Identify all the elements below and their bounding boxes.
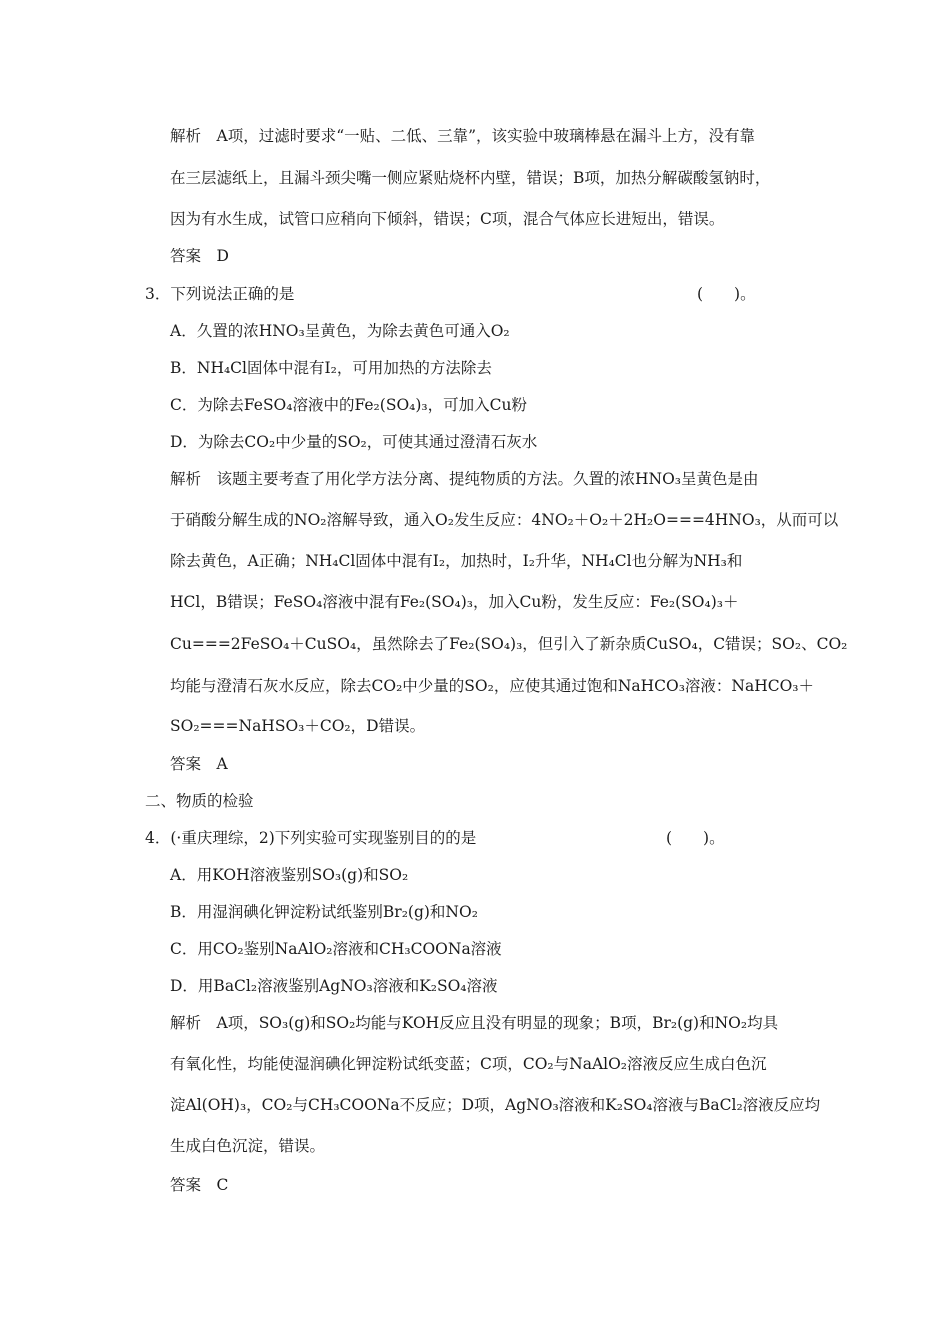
answer-line: 答案 A — [170, 755, 228, 773]
explanation-line: 生成白色沉淀，错误。 — [170, 1137, 326, 1155]
option-b: B．NH₄Cl固体中混有I₂，可用加热的方法除去 — [170, 359, 492, 377]
option-a: A．久置的浓HNO₃呈黄色，为除去黄色可通入O₂ — [170, 322, 510, 340]
explanation-line: Cu===2FeSO₄＋CuSO₄，虽然除去了Fe₂(SO₄)₃，但引入了新杂质CuSO₄，C错误；SO₂、CO₂ — [170, 635, 848, 653]
option-c: C．为除去FeSO₄溶液中的Fe₂(SO₄)₃，可加入Cu粉 — [170, 396, 527, 414]
explanation-line: 因为有水生成，试管口应稍向下倾斜，错误；C项，混合气体应长进短出，错误。 — [170, 210, 725, 228]
explanation-line: 解析 A项，SO₃(g)和SO₂均能与KOH反应且没有明显的现象；B项，Br₂(g)和NO₂均具 — [170, 1014, 779, 1032]
option-d: D．用BaCl₂溶液鉴别AgNO₃溶液和K₂SO₄溶液 — [170, 977, 498, 995]
explanation-line: HCl，B错误；FeSO₄溶液中混有Fe₂(SO₄)₃，加入Cu粉，发生反应：Fe₂(SO₄)₃＋ — [170, 593, 739, 611]
answer-line: 答案 D — [170, 247, 229, 265]
question-4: 4．(·重庆理综，2)下列实验可实现鉴别目的的是 — [145, 829, 477, 847]
explanation-line: 解析 A项，过滤时要求“一贴、二低、三靠”，该实验中玻璃棒悬在漏斗上方，没有靠 — [170, 127, 756, 145]
explanation-line: 于硝酸分解生成的NO₂溶解导致，通入O₂发生反应：4NO₂＋O₂＋2H₂O===4HNO₃，从而可以 — [170, 511, 839, 529]
answer-bracket: ( )。 — [666, 829, 725, 847]
explanation-line: SO₂===NaHSO₃＋CO₂，D错误。 — [170, 717, 426, 735]
answer-line: 答案 C — [170, 1176, 229, 1194]
explanation-line: 除去黄色，A正确；NH₄Cl固体中混有I₂，加热时，I₂升华，NH₄Cl也分解为NH₃和 — [170, 552, 743, 570]
option-b: B．用湿润碘化钾淀粉试纸鉴别Br₂(g)和NO₂ — [170, 903, 478, 921]
explanation-line: 均能与澄清石灰水反应，除去CO₂中少量的SO₂，应使其通过饱和NaHCO₃溶液：NaHCO₃＋ — [170, 677, 815, 695]
section-heading: 二、物质的检验 — [145, 792, 254, 810]
explanation-line: 解析 该题主要考查了用化学方法分离、提纯物质的方法。久置的浓HNO₃呈黄色是由 — [170, 470, 759, 488]
question-3: 3．下列说法正确的是 — [145, 285, 295, 303]
option-a: A．用KOH溶液鉴别SO₃(g)和SO₂ — [170, 866, 409, 884]
explanation-line: 有氧化性，均能使湿润碘化钾淀粉试纸变蓝；C项，CO₂与NaAlO₂溶液反应生成白色沉 — [170, 1055, 767, 1073]
answer-bracket: ( )。 — [697, 285, 756, 303]
option-d: D．为除去CO₂中少量的SO₂，可使其通过澄清石灰水 — [170, 433, 538, 451]
explanation-line: 在三层滤纸上，且漏斗颈尖嘴一侧应紧贴烧杯内壁，错误；B项，加热分解碳酸氢钠时， — [170, 169, 771, 187]
explanation-line: 淀Al(OH)₃，CO₂与CH₃COONa不反应；D项，AgNO₃溶液和K₂SO₄溶液与BaCl₂溶液反应均 — [170, 1096, 821, 1114]
option-c: C．用CO₂鉴别NaAlO₂溶液和CH₃COONa溶液 — [170, 940, 502, 958]
